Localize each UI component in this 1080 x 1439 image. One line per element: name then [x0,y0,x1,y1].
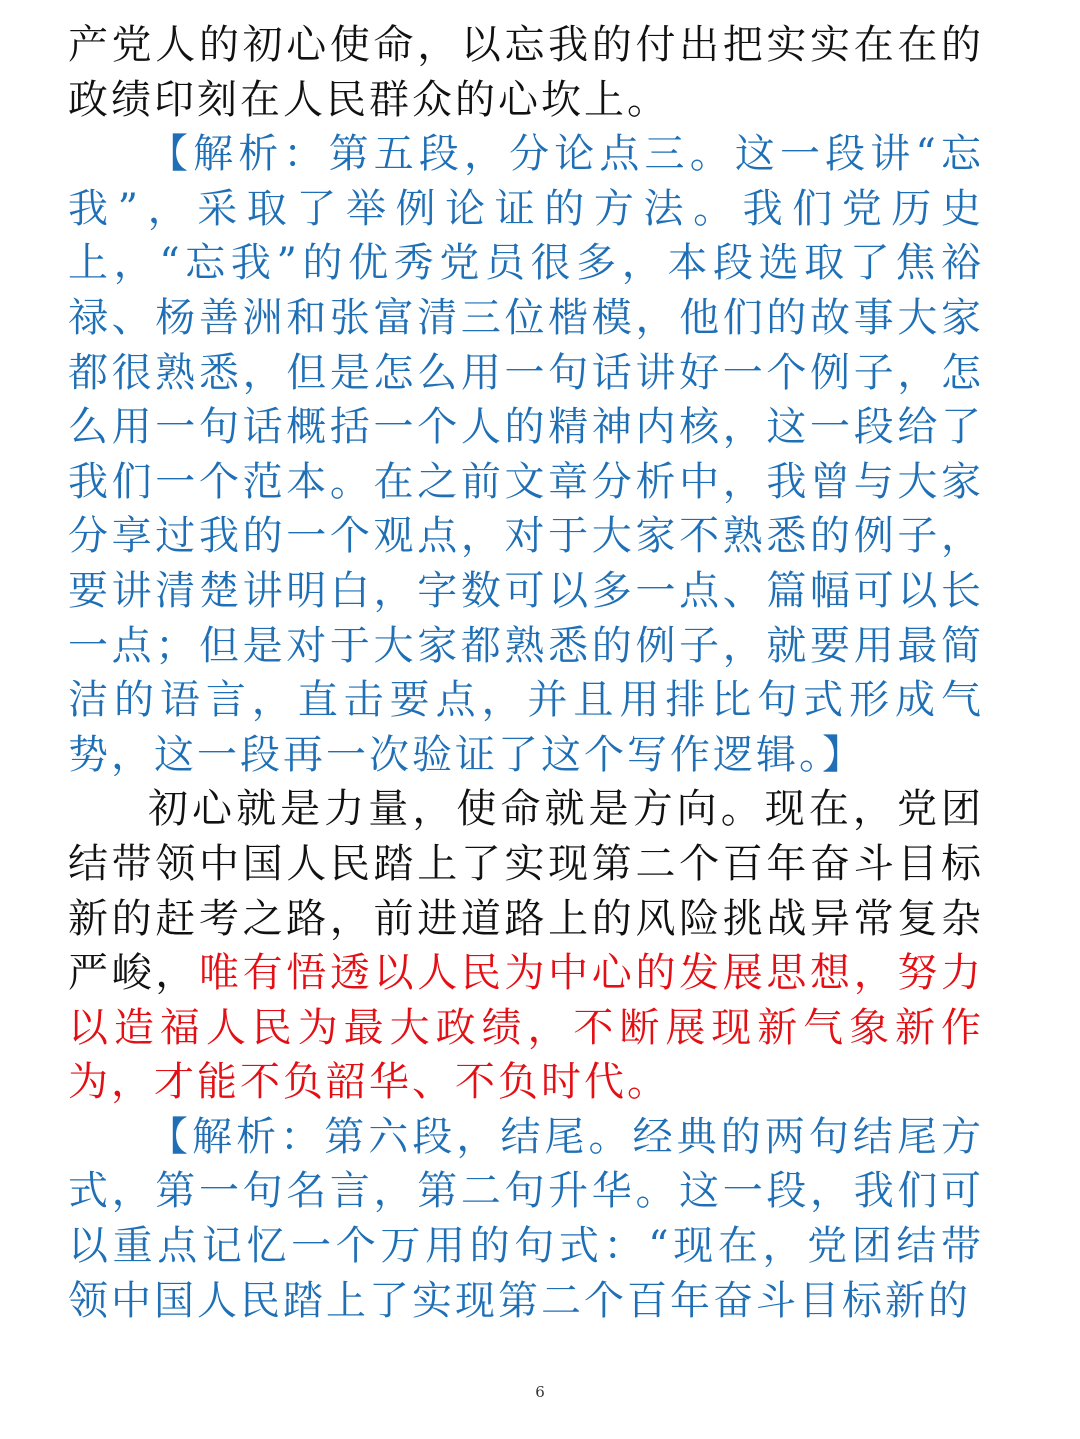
highlighted-sentence: 唯有悟透以人民为中心的发展思想，努力以造福人民为最大政绩，不断展现新气象新作为，才能不负韶华、不负时代。 [68,950,985,1106]
paragraph-continuation: 产党人的初心使命，以忘我的付出把实实在在的政绩印刻在人民群众的心坎上。 [68,22,984,123]
paragraph-6 [68,782,984,1110]
document-body [68,18,984,1328]
analysis-paragraph-6: 【解析：第六段，结尾。经典的两句结尾方式，第一句名言，第二句升华。这一段，我们可以重点记忆一个万用的句式：“现在，党团结带领中国人民踏上了实现第二个百年奋斗目标新的 [68,1113,984,1324]
paragraph-6-text: 初心就是力量，使命就是方向。现在，党团结带领中国人民踏上了实现第二个百年奋斗目标新的赶考之路，前进道路上的风险挑战异常复杂严峻， [68,786,984,997]
page-number: 6 [535,1383,545,1401]
analysis-paragraph-5: 【解析：第五段，分论点三。这一段讲“忘我”，采取了举例论证的方法。我们党历史上，“忘我”的优秀党员很多，本段选取了焦裕禄、杨善洲和张富清三位楷模，他们的故事大家都很熟悉，但是怎么用一句话讲好一个例子，怎么用一句话概括一个人的精神内核，这一段给了我们一个范本。在之前文章分析中，我曾与大家分享过我的一个观点，对于大家不熟悉的例子，要讲清楚讲明白，字数可以多一点、篇幅可以长一点；但是对于大家都熟悉的例子，就要用最简洁的语言，直击要点，并且用排比句式形成气势，这一段再一次验证了这个写作逻辑。】 [68,131,984,778]
